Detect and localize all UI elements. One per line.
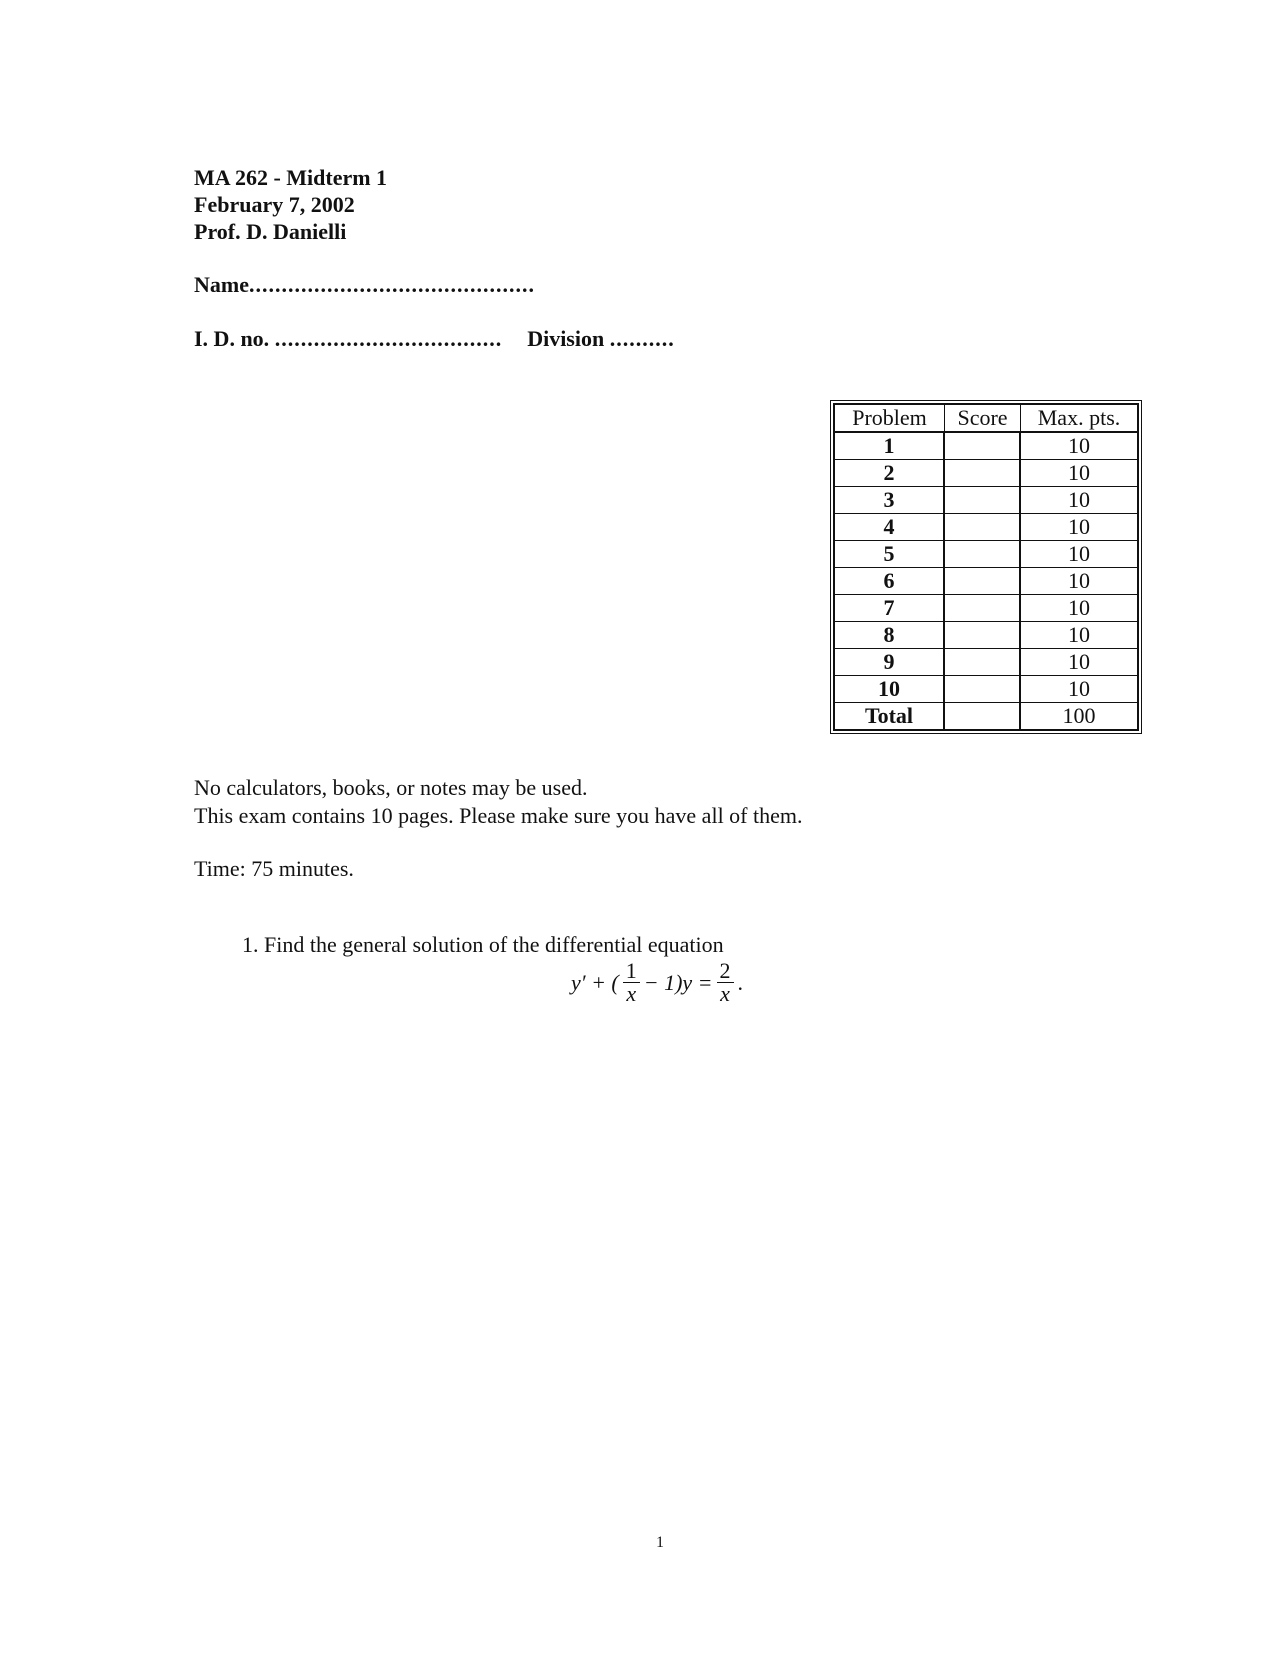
score-cell[interactable] [945, 595, 1021, 622]
equation-lhs-end: − 1)y = [643, 969, 713, 995]
fraction-1-denominator: x [626, 981, 637, 1006]
problem-number-cell: 9 [835, 649, 945, 676]
score-cell[interactable] [945, 649, 1021, 676]
fraction-2-over-x [717, 960, 734, 1005]
table-row [835, 622, 1137, 649]
table-row [835, 568, 1137, 595]
problem-number-cell: 4 [835, 514, 945, 541]
equation-lhs-start: y′ + ( [571, 969, 619, 995]
table-row [835, 487, 1137, 514]
table-row [835, 703, 1137, 729]
problem-1-text: 1. Find the general solution of the differential equation [242, 932, 724, 957]
score-cell[interactable] [945, 433, 1021, 460]
table-row [835, 460, 1137, 487]
score-table-header [835, 405, 1137, 433]
problem-number-cell: Total [835, 703, 945, 729]
score-cell[interactable] [945, 676, 1021, 703]
exam-date: February 7, 2002 [194, 192, 355, 217]
header-max-pts: Max. pts. [1021, 405, 1137, 433]
max-points-cell: 10 [1021, 622, 1137, 649]
max-points-cell: 10 [1021, 433, 1137, 460]
problem-number-cell: 7 [835, 595, 945, 622]
problem-number-cell: 1 [835, 433, 945, 460]
name-field [194, 272, 535, 298]
equation-end: . [737, 969, 744, 995]
instructions [194, 774, 803, 830]
id-division-field [194, 326, 675, 352]
score-cell[interactable] [945, 514, 1021, 541]
course-title: MA 262 - Midterm 1 [194, 165, 388, 190]
fraction-1-numerator: 1 [623, 960, 640, 983]
table-row [835, 649, 1137, 676]
max-points-cell: 10 [1021, 595, 1137, 622]
score-cell[interactable] [945, 568, 1021, 595]
fraction-1-over-x [623, 960, 640, 1005]
problem-1-equation [571, 960, 743, 1005]
score-cell[interactable] [945, 460, 1021, 487]
division-dots: .......... [609, 326, 675, 351]
problem-number-cell: 10 [835, 676, 945, 703]
max-points-cell: 10 [1021, 676, 1137, 703]
table-row [835, 595, 1137, 622]
table-row [835, 676, 1137, 703]
table-row [835, 433, 1137, 460]
name-dots: ............................................ [248, 272, 535, 297]
id-label: I. D. no. [194, 326, 270, 351]
problem-number-cell: 3 [835, 487, 945, 514]
fraction-2-numerator: 2 [717, 960, 734, 983]
problem-number-cell: 5 [835, 541, 945, 568]
max-points-cell: 10 [1021, 514, 1137, 541]
division-label: Division [527, 326, 605, 351]
max-points-cell: 10 [1021, 649, 1137, 676]
problem-number-cell: 8 [835, 622, 945, 649]
time-limit: Time: 75 minutes. [194, 856, 354, 881]
max-points-cell: 100 [1062, 703, 1096, 728]
id-dots: ................................... [274, 326, 503, 351]
max-points-cell: 10 [1021, 487, 1137, 514]
instruction-line-2: This exam contains 10 pages. Please make sure you have all of them. [194, 803, 803, 828]
exam-header [194, 164, 387, 245]
max-points-cell: 10 [1021, 460, 1137, 487]
instruction-line-1: No calculators, books, or notes may be used. [194, 775, 588, 800]
score-cell[interactable] [945, 622, 1021, 649]
header-problem: Problem [835, 405, 945, 433]
header-score: Score [945, 405, 1021, 433]
professor-name: Prof. D. Danielli [194, 219, 347, 244]
score-cell[interactable] [945, 703, 1021, 729]
page-number: 1 [656, 1534, 664, 1551]
score-cell[interactable] [945, 487, 1021, 514]
max-points-cell: 10 [1021, 541, 1137, 568]
max-points-cell: 10 [1021, 568, 1137, 595]
name-label: Name [194, 272, 249, 297]
score-cell[interactable] [945, 541, 1021, 568]
problem-number-cell: 6 [835, 568, 945, 595]
fraction-2-denominator: x [720, 981, 730, 1006]
problem-number-cell: 2 [835, 460, 945, 487]
table-row [835, 541, 1137, 568]
score-table [833, 403, 1139, 731]
table-row [835, 514, 1137, 541]
